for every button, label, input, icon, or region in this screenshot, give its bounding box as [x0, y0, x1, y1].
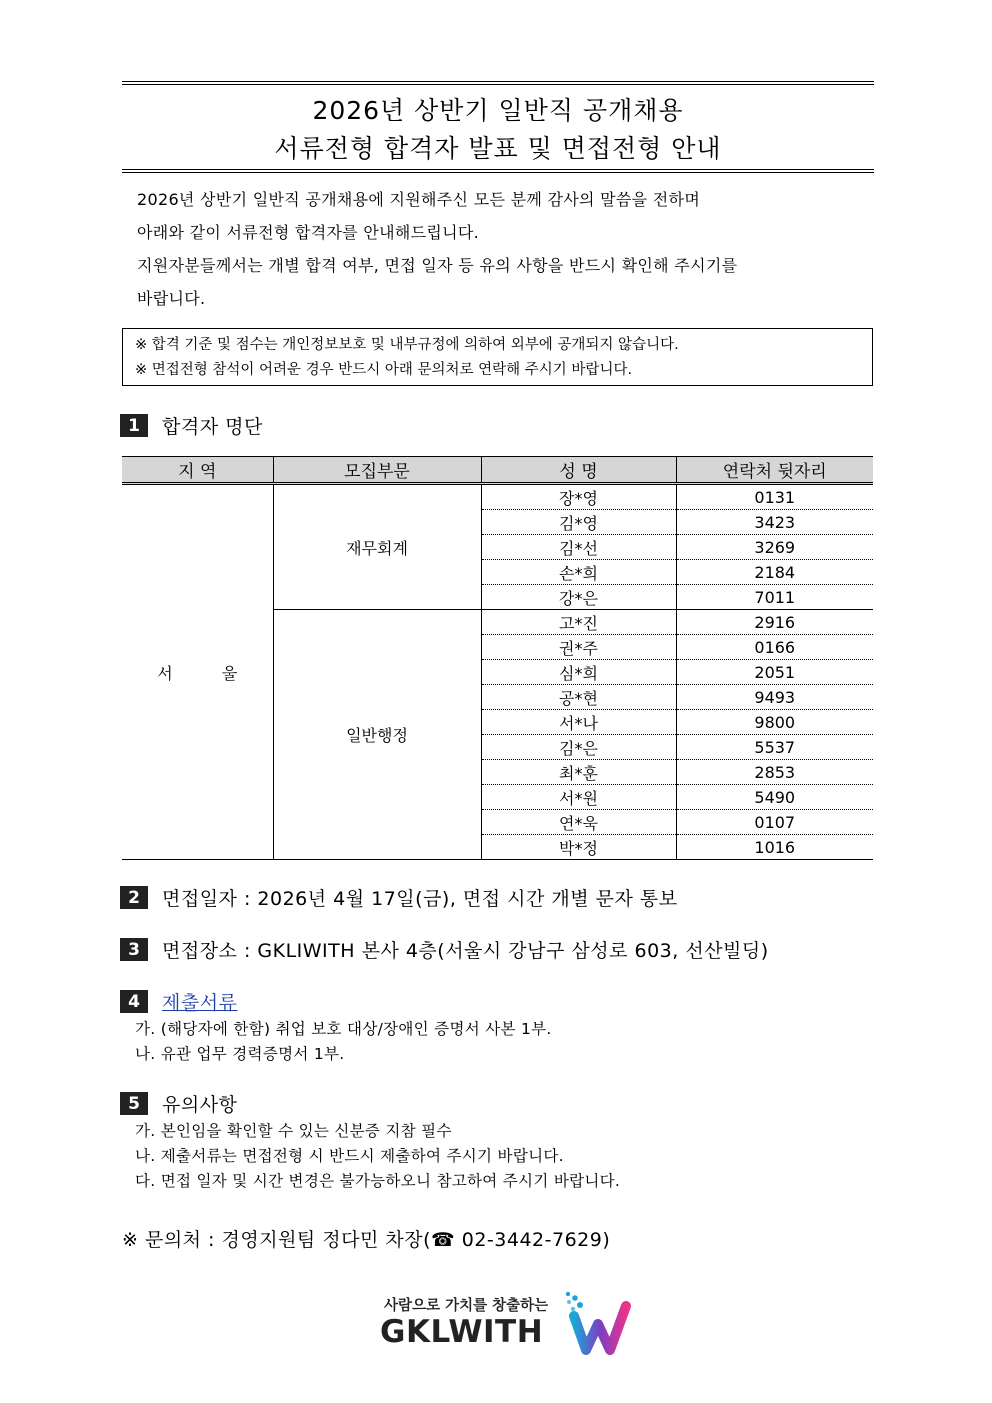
contact-info: ※ 문의처 : 경영지원팀 정다민 차장(☎ 02-3442-7629): [122, 1229, 611, 1251]
documents-link[interactable]: 제출서류: [162, 992, 238, 1014]
title-line-1: 2026년 상반기 일반직 공개채용: [312, 96, 684, 125]
title-block: [122, 81, 874, 173]
intro-line: 아래와 같이 서류전형 합격자를 안내해드립니다.: [137, 223, 480, 242]
logo-tagline: 사람으로 가치를 창출하는: [384, 1298, 549, 1314]
successful-applicants-table: [122, 456, 873, 860]
name-cell: 손*희: [481, 560, 676, 585]
intro-paragraph: [137, 183, 857, 315]
phone-suffix-cell: 9800: [676, 710, 873, 735]
header-name: 성 명: [481, 457, 676, 484]
phone-suffix-cell: 0166: [676, 635, 873, 660]
section-title: 유의사항: [162, 1094, 238, 1116]
intro-line: 지원자분들께서는 개별 합격 여부, 면접 일자 등 유의 사항을 반드시 확인해 주시기를: [137, 256, 738, 275]
section-4-heading: [120, 988, 237, 1015]
intro-line: 바랍니다.: [137, 289, 206, 308]
section-number-badge: 2: [120, 886, 148, 909]
phone-suffix-cell: 7011: [676, 585, 873, 610]
dept-cell: 재무회계: [273, 484, 481, 610]
intro-line: 2026년 상반기 일반직 공개채용에 지원해주신 모든 분께 감사의 말씀을 전하며: [137, 190, 701, 209]
notice-line: ※ 합격 기준 및 점수는 개인정보보호 및 내부규정에 의하여 외부에 공개되지 않습니다.: [135, 337, 679, 353]
phone-suffix-cell: 3423: [676, 510, 873, 535]
phone-suffix-cell: 5537: [676, 735, 873, 760]
header-region: 지 역: [122, 457, 273, 484]
name-cell: 최*훈: [481, 760, 676, 785]
phone-suffix-cell: 2916: [676, 610, 873, 635]
phone-suffix-cell: 5490: [676, 785, 873, 810]
name-cell: 장*영: [481, 484, 676, 510]
list-item: 나. 제출서류는 면접전형 시 반드시 제출하여 주시기 바랍니다.: [135, 1147, 564, 1165]
name-cell: 공*현: [481, 685, 676, 710]
interview-date: 면접일자 : 2026년 4월 17일(금), 면접 시간 개별 문자 통보: [162, 888, 678, 910]
name-cell: 서*원: [481, 785, 676, 810]
section-number-badge: 1: [120, 414, 148, 437]
section-number-badge: 3: [120, 938, 148, 961]
list-item: 다. 면접 일자 및 시간 변경은 불가능하오니 참고하여 주시기 바랍니다.: [135, 1172, 621, 1190]
phone-suffix-cell: 2051: [676, 660, 873, 685]
notes-list: [135, 1119, 620, 1194]
phone-suffix-cell: 9493: [676, 685, 873, 710]
dept-cell: 일반행정: [273, 610, 481, 860]
name-cell: 김*선: [481, 535, 676, 560]
list-item: 나. 유관 업무 경력증명서 1부.: [135, 1045, 345, 1063]
name-cell: 권*주: [481, 635, 676, 660]
notice-line: ※ 면접전형 참석이 어려운 경우 반드시 아래 문의처로 연락해 주시기 바랍니다.: [135, 362, 633, 378]
header-dept: 모집부문: [273, 457, 481, 484]
interview-location: 면접장소 : GKLIWITH 본사 4층(서울시 강남구 삼성로 603, 선산빌딩): [162, 940, 769, 962]
region-cell: 서 울: [122, 484, 273, 860]
name-cell: 박*정: [481, 835, 676, 860]
title-line-2: 서류전형 합격자 발표 및 면접전형 안내: [274, 134, 722, 163]
table-row: [122, 484, 873, 510]
section-5-heading: [120, 1090, 237, 1117]
name-cell: 서*나: [481, 710, 676, 735]
section-2-heading: [120, 884, 678, 911]
name-cell: 김*영: [481, 510, 676, 535]
header-phone: 연락처 뒷자리: [676, 457, 873, 484]
phone-suffix-cell: 1016: [676, 835, 873, 860]
phone-suffix-cell: 0107: [676, 810, 873, 835]
logo-wordmark: GKLWITH: [380, 1314, 544, 1350]
phone-suffix-cell: 2853: [676, 760, 873, 785]
phone-suffix-cell: 0131: [676, 484, 873, 510]
table-header-row: [122, 457, 873, 484]
list-item: 가. (해당자에 한함) 취업 보호 대상/장애인 증명서 사본 1부.: [135, 1020, 552, 1038]
documents-list: [135, 1017, 552, 1067]
section-number-badge: 5: [120, 1092, 148, 1115]
section-number-badge: 4: [120, 990, 148, 1013]
list-item: 가. 본인임을 확인할 수 있는 신분증 지참 필수: [135, 1122, 452, 1140]
name-cell: 강*은: [481, 585, 676, 610]
section-3-heading: [120, 936, 769, 963]
phone-suffix-cell: 3269: [676, 535, 873, 560]
notice-box: [122, 328, 873, 386]
name-cell: 심*희: [481, 660, 676, 685]
name-cell: 고*진: [481, 610, 676, 635]
section-1-heading: [120, 412, 263, 439]
w-logo-icon: [560, 1288, 640, 1356]
name-cell: 김*은: [481, 735, 676, 760]
section-title: 합격자 명단: [162, 416, 263, 438]
name-cell: 연*욱: [481, 810, 676, 835]
table-body: [122, 484, 873, 860]
phone-suffix-cell: 2184: [676, 560, 873, 585]
gklwith-logo: [380, 1288, 640, 1356]
